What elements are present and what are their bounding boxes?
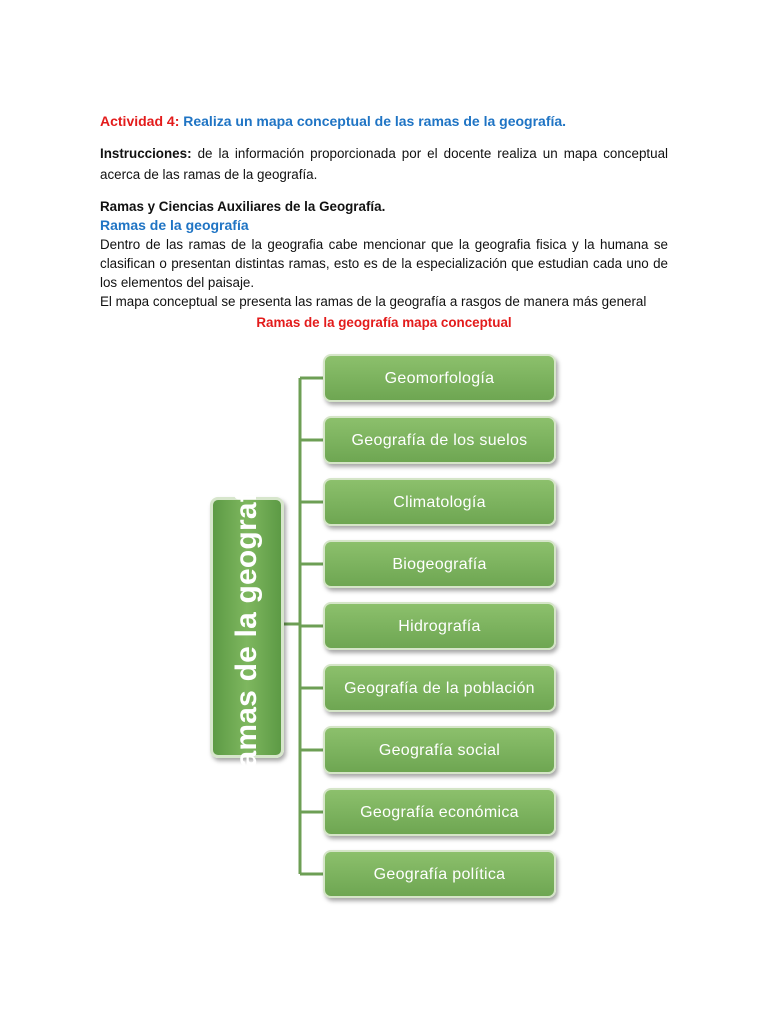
branch-node-label: Geografía económica — [360, 803, 519, 821]
branch-node — [323, 850, 556, 898]
branch-node-label: Climatología — [393, 493, 486, 511]
activity-title: Realiza un mapa conceptual de las ramas de la geografía. — [183, 113, 567, 129]
instructions-text: de la información proporcionada por el docente realiza un mapa conceptual acerca de las ramas de la geografía. — [100, 146, 668, 182]
branch-node-label: Geografía política — [373, 865, 506, 883]
branch-node-label: Geografía social — [378, 741, 501, 759]
paragraph: Dentro de las ramas de la geografia cabe mencionar que la geografia fisica y la humana se clasifican o presentan distintas ramas, esto es de la especialización que estudian cada uno de los elementos del paisaje. — [100, 237, 668, 290]
instructions-label: Instrucciones: — [100, 146, 192, 161]
branch-node-label: Geografía de la población — [344, 679, 535, 697]
root-node-label: Ramas de la geografía — [230, 466, 263, 789]
activity-label: Actividad 4: — [100, 113, 180, 129]
branch-node-label: Biogeografía — [392, 555, 487, 573]
branch-node-label: Geografía de los suelos — [351, 431, 528, 449]
root-node — [210, 466, 284, 789]
branch-node — [323, 478, 556, 526]
paragraph-2: El mapa conceptual se presenta las ramas de la geografía a rasgos de manera más general — [100, 294, 647, 309]
branch-node-label: Hidrografía — [398, 617, 481, 635]
branch-node — [323, 416, 556, 464]
branch-node — [323, 726, 556, 774]
map-title: Ramas de la geografía mapa conceptual — [256, 315, 512, 330]
branch-node — [323, 602, 556, 650]
branch-node — [323, 354, 556, 402]
section-title: Ramas y Ciencias Auxiliares de la Geografía. — [100, 199, 386, 214]
branch-node — [323, 788, 556, 836]
branch-node — [323, 540, 556, 588]
branch-node-label: Geomorfología — [384, 369, 495, 387]
subheading: Ramas de la geografía — [100, 217, 249, 233]
branch-node — [323, 664, 556, 712]
